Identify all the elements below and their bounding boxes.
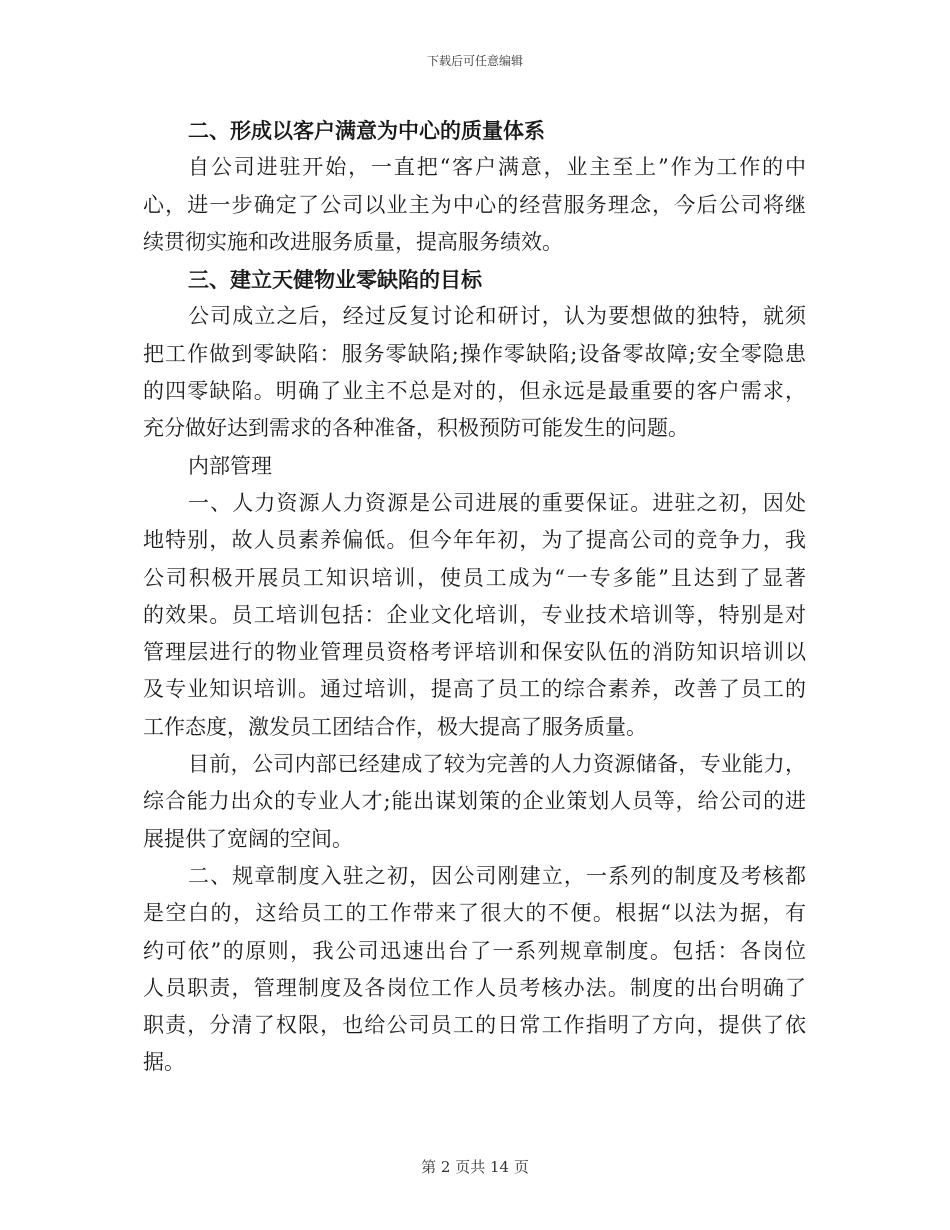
page-footer: 第 2 页共 14 页 [421,1158,529,1176]
paragraph-line: 续贯彻实施和改进服务质量，提高服务绩效。 [143,229,563,254]
page-header-note: 下载后可任意编辑 [426,54,523,68]
paragraph-line: 约可依”的原则，我公司迅速出台了一系列规章制度。包括：各岗位 [143,938,806,963]
paragraph-line: 公司积极开展员工知识培训，使员工成为“一专多能”且达到了显著 [143,565,806,590]
paragraph-line: 把工作做到零缺陷：服务零缺陷;操作零缺陷;设备零故障;安全零隐患 [143,341,806,366]
paragraph-line: 职责，分清了权限，也给公司员工的日常工作指明了方向，提供了依 [143,1013,806,1038]
paragraph-line: 工作态度，激发员工团结合作，极大提高了服务质量。 [143,714,647,739]
paragraph-line: 的效果。员工培训包括：企业文化培训，专业技术培训等，特别是对 [143,602,806,627]
paragraph-line: 一、人力资源人力资源是公司进展的重要保证。进驻之初，因处 [188,490,806,515]
section-heading: 三、建立天健物业零缺陷的目标 [188,267,482,293]
paragraph-line: 是空白的，这给员工的工作带来了很大的不便。根据“以法为据，有 [143,901,806,926]
paragraph-line: 自公司进驻开始，一直把“客户满意，业主至上”作为工作的中 [188,155,806,180]
subsection-title: 内部管理 [188,453,272,478]
paragraph-line: 管理层进行的物业管理员资格考评培训和保安队伍的消防知识培训以 [143,640,806,665]
paragraph-line: 的四零缺陷。明确了业主不总是对的，但永远是最重要的客户需求， [143,379,806,404]
paragraph-line: 目前，公司内部已经建成了较为完善的人力资源储备，专业能力， [188,752,806,777]
paragraph-line: 据。 [143,1050,185,1075]
paragraph-line: 二、规章制度入驻之初，因公司刚建立，一系列的制度及考核都 [188,863,806,888]
paragraph-line: 综合能力出众的专业人才;能出谋划策的企业策划人员等，给公司的进 [143,789,806,814]
paragraph-line: 人员职责，管理制度及各岗位工作人员考核办法。制度的出台明确了 [143,975,806,1000]
paragraph-line: 充分做好达到需求的各种准备，积极预防可能发生的问题。 [143,416,689,441]
paragraph-line: 公司成立之后，经过反复讨论和研讨，认为要想做的独特，就须 [188,304,806,329]
paragraph-line: 及专业知识培训。通过培训，提高了员工的综合素养，改善了员工的 [143,677,806,702]
paragraph-line: 心，进一步确定了公司以业主为中心的经营服务理念，今后公司将继 [143,192,806,217]
paragraph-line: 地特别，故人员素养偏低。但今年年初，为了提高公司的竞争力，我 [143,528,806,553]
document-body [143,112,806,1082]
section-heading: 二、形成以客户满意为中心的质量体系 [188,118,545,143]
paragraph-line: 展提供了宽阔的空间。 [143,826,353,851]
